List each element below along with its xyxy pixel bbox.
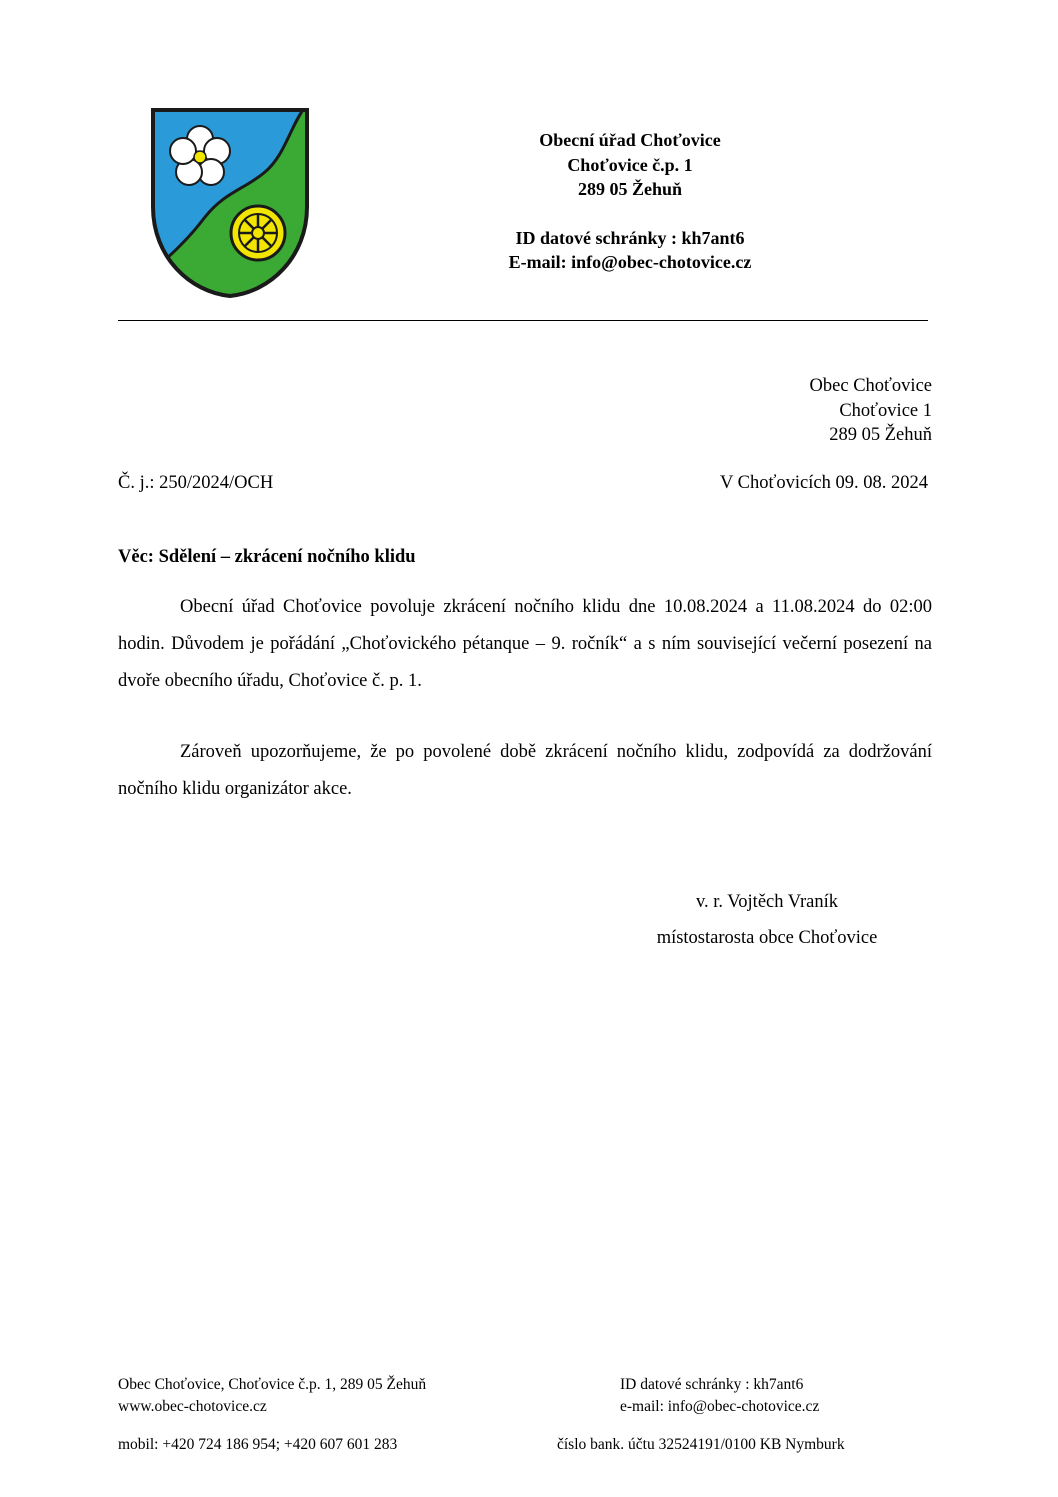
office-databox: ID datové schránky : kh7ant6: [515, 227, 745, 248]
recipient-postal: 289 05 Žehuň: [829, 425, 932, 445]
date-line: V Choťovicích 09. 08. 2024: [720, 473, 928, 493]
office-name: Obecní úřad Choťovice: [539, 130, 721, 150]
signatory-title: místostarosta obce Choťovice: [656, 928, 878, 948]
footer-left: [118, 1374, 426, 1418]
office-postal: 289 05 Žehuň: [577, 179, 683, 199]
footer-databox: ID datové schránky : kh7ant6: [620, 1376, 804, 1393]
signatory-name: v. r. Vojtěch Vraník: [695, 892, 839, 912]
wheel-icon: [231, 206, 285, 260]
office-email: E-mail: info@obec-chotovice.cz: [508, 252, 752, 272]
header-divider: [118, 320, 928, 321]
subject-line: Věc: Sdělení – zkrácení nočního klidu: [118, 547, 416, 567]
body-paragraph-1: Obecní úřad Choťovice povoluje zkrácení nočního klidu dne 10.08.2024 a 11.08.2024 do 02:00 hodin. Důvodem je pořádání „Choťovického pétanque – 9. ročník“ a s ním související večerní posezení na dvoře obecního úřadu, Choťovice č. p. 1.: [118, 597, 932, 691]
footer-bank-account: číslo bank. účtu 32524191/0100 KB Nymburk: [557, 1436, 845, 1453]
footer-right: [620, 1374, 819, 1418]
footer-address: Obec Choťovice, Choťovice č.p. 1, 289 05 Žehuň: [118, 1376, 427, 1393]
letterhead: [430, 128, 830, 275]
office-address: Choťovice č.p. 1: [567, 154, 693, 175]
footer-email-link[interactable]: e-mail: info@obec-chotovice.cz: [620, 1398, 820, 1415]
recipient-street: Choťovice 1: [839, 400, 932, 421]
coat-of-arms-logo: [150, 107, 310, 299]
signature-block: [560, 884, 974, 956]
recipient-name: Obec Choťovice: [809, 376, 932, 396]
footer-web-link[interactable]: www.obec-chotovice.cz: [118, 1398, 267, 1415]
recipient-block: [810, 374, 932, 448]
body-paragraph-2: Zároveň upozorňujeme, že po povolené době zkrácení nočního klidu, zodpovídá za dodržování nočního klidu organizátor akce.: [118, 742, 932, 799]
footer-mobile: mobil: +420 724 186 954; +420 607 601 283: [118, 1436, 398, 1453]
reference-number: Č. j.: 250/2024/OCH: [118, 473, 274, 493]
